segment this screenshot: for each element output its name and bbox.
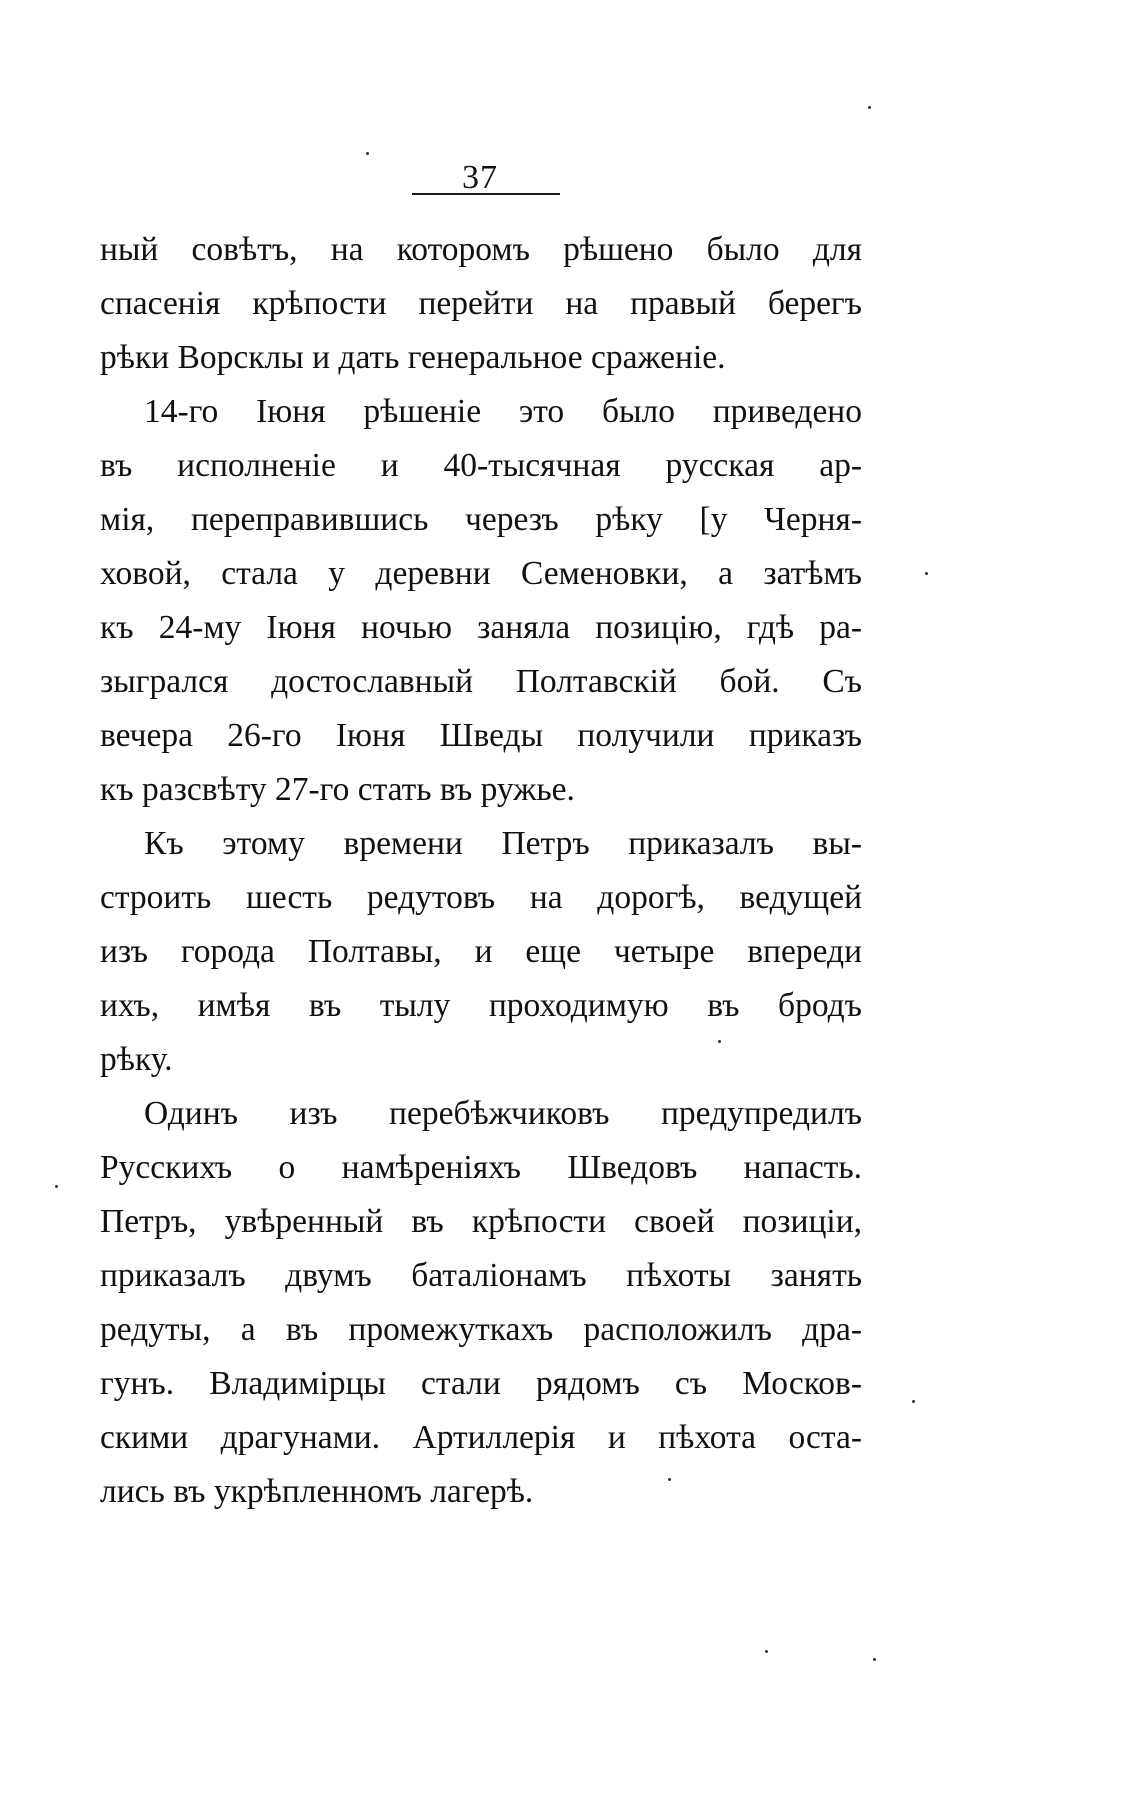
scan-speck xyxy=(925,572,928,575)
text-line: ный совѣтъ, на которомъ рѣшено было для xyxy=(100,231,862,268)
text-line: вечера 26-го Іюня Шведы получили приказъ xyxy=(100,717,862,754)
text-line: спасенія крѣпости перейти на правый берегъ xyxy=(100,285,862,322)
scan-speck xyxy=(912,1400,915,1403)
text-line: изъ города Полтавы, и еще четыре впереди xyxy=(100,933,862,970)
paragraph-4 xyxy=(100,1087,862,1519)
text-line: приказалъ двумъ баталіонамъ пѣхоты занять xyxy=(100,1257,862,1294)
paragraph-3 xyxy=(100,817,862,1087)
text-line: рѣку. xyxy=(100,1041,173,1078)
text-line: къ 24-му Іюня ночью заняла позицію, гдѣ ра- xyxy=(100,609,862,646)
text-line: Къ этому времени Петръ приказалъ вы- xyxy=(144,825,862,862)
scan-speck xyxy=(668,1478,671,1481)
text-line: зыгрался достославный Полтавскій бой. Съ xyxy=(100,663,862,700)
page-number: 37 xyxy=(462,159,498,196)
text-line: редуты, а въ промежуткахъ расположилъ дра- xyxy=(100,1311,862,1348)
paragraph-1 xyxy=(100,223,862,385)
text-line: къ разсвѣту 27-го стать въ ружье. xyxy=(100,771,575,808)
scan-speck xyxy=(873,1658,876,1661)
body-text xyxy=(100,223,862,1519)
text-line: гунъ. Владимірцы стали рядомъ съ Москов- xyxy=(100,1365,862,1402)
text-line: Петръ, увѣренный въ крѣпости своей позиціи, xyxy=(100,1203,862,1240)
scan-speck xyxy=(718,1040,721,1043)
text-line: Русскихъ о намѣреніяхъ Шведовъ напасть. xyxy=(100,1149,862,1186)
scan-speck xyxy=(868,106,871,109)
scan-speck xyxy=(765,1650,768,1653)
page-number-container xyxy=(410,160,550,196)
text-line: рѣки Ворсклы и дать генеральное сраженіе. xyxy=(100,339,726,376)
page-number-rule xyxy=(412,193,560,195)
scan-speck xyxy=(366,152,369,155)
text-line: въ исполненіе и 40-тысячная русская ар- xyxy=(100,447,862,484)
text-line: мія, переправившись черезъ рѣку [у Черня- xyxy=(100,501,862,538)
text-line: скими драгунами. Артиллерія и пѣхота оста- xyxy=(100,1419,862,1456)
text-line: ихъ, имѣя въ тылу проходимую въ бродъ xyxy=(100,987,862,1024)
text-line: 14-го Іюня рѣшеніе это было приведено xyxy=(144,393,862,430)
text-line: Одинъ изъ перебѣжчиковъ предупредилъ xyxy=(144,1095,862,1132)
paragraph-2 xyxy=(100,385,862,817)
text-line: лись въ укрѣпленномъ лагерѣ. xyxy=(100,1473,534,1510)
scan-speck xyxy=(55,1185,58,1188)
text-line: строить шесть редутовъ на дорогѣ, ведущей xyxy=(100,879,862,916)
text-line: ховой, стала у деревни Семеновки, а затѣмъ xyxy=(100,555,862,592)
